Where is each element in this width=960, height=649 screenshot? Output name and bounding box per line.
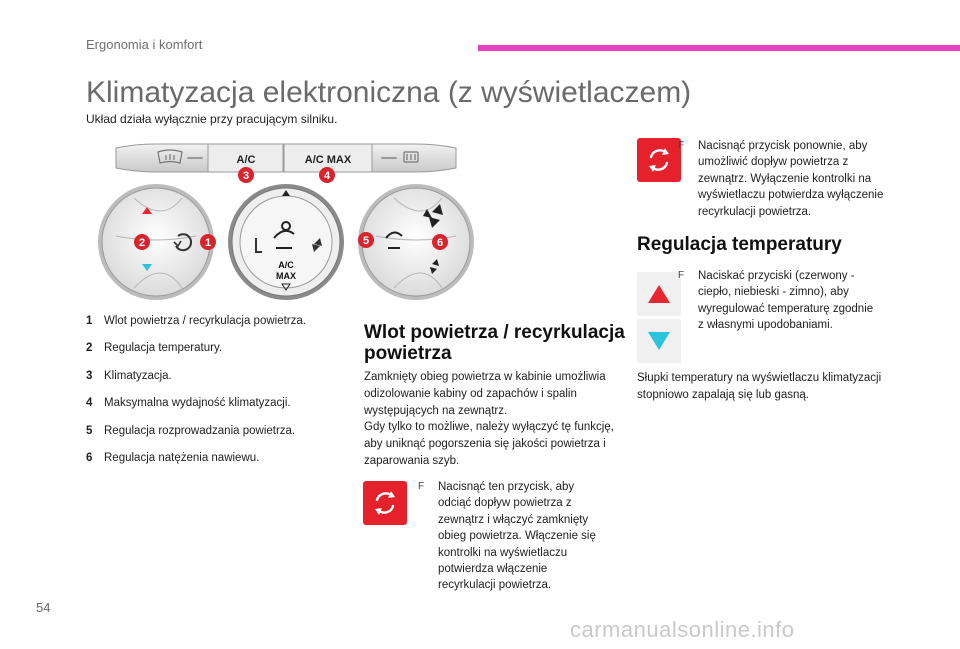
legend-num: 2 (86, 342, 93, 355)
legend-num: 5 (86, 424, 93, 437)
recirculation-icon (637, 138, 681, 182)
callout-1 (200, 234, 216, 250)
callout-2 (134, 234, 150, 250)
bullet-mark-icon: F (418, 481, 425, 492)
page-number: 54 (36, 600, 51, 615)
legend-item (86, 369, 356, 384)
recirc-off-bullet (678, 138, 888, 220)
cyan-down-arrow-icon (647, 331, 671, 351)
wlot-bullet (418, 479, 604, 594)
legend-num: 4 (86, 397, 93, 410)
acmax-button-label: A/C MAX (304, 154, 352, 166)
section-title: Ergonomia i komfort (86, 37, 203, 52)
left-knob (98, 184, 214, 300)
red-up-arrow-icon (647, 284, 671, 304)
center-max-label: MAX (276, 271, 296, 281)
wlot-bullet-text: Nacisnąć ten przycisk, aby odciąć dopływ powietrza z zewnątrz i włączyć zamknięty obieg powietrza. Włączenie się kontrolki na wyświetlaczu potwierdza włączenie recyrkulacji powietrza. (438, 481, 596, 592)
legend-num: 1 (86, 315, 93, 327)
legend-num: 6 (86, 451, 93, 464)
recirc-on-button-icon (363, 481, 407, 525)
legend-text: Wlot powietrza / recyrkulacja powietrza. (104, 315, 306, 327)
callout-3 (238, 167, 254, 183)
svg-text:3: 3 (242, 170, 250, 182)
bullet-mark-icon: F (678, 140, 685, 151)
legend-text: Regulacja temperatury. (104, 342, 223, 355)
legend-text: Regulacja rozprowadzania powietrza. (104, 424, 296, 437)
legend-item (86, 396, 356, 411)
climate-control-panel-illustration (96, 138, 476, 306)
page-title: Klimatyzacja elektroniczna (z wyświetlaczem) (86, 76, 692, 109)
temp-down-button-icon (637, 319, 681, 363)
legend-list (86, 314, 356, 478)
wlot-paragraph-2: Gdy tylko to możliwe, należy wyłączyć tę funkcję, aby uniknąć pogorszenia się jakości powietrza i zaparowania szyb. (364, 421, 614, 467)
legend-text: Maksymalna wydajność klimatyzacji. (104, 397, 291, 410)
recirculation-icon (363, 481, 407, 525)
bullet-mark-icon: F (678, 270, 685, 281)
svg-text:4: 4 (323, 170, 331, 182)
recirc-off-bullet-text: Nacisnąć przycisk ponownie, aby umożliwić dopływ powietrza z zewnątrz. Wyłączenie kontrolki na wyświetlaczu potwierdza wyłączenie recyrkulacji powietrza. (698, 140, 884, 218)
center-knob (228, 184, 344, 300)
svg-text:1: 1 (204, 237, 212, 249)
ac-button-label: A/C (236, 154, 256, 166)
svg-text:5: 5 (362, 235, 370, 247)
legend-num: 3 (86, 369, 93, 382)
temperature-heading: Regulacja temperatury (637, 234, 842, 255)
wlot-heading: Wlot powietrza / recyrkulacja powietrza (364, 322, 625, 364)
recirc-off-button-icon (637, 138, 681, 182)
temperature-bullet-text: Naciskać przyciski (czerwony - ciepło, niebieski - zimno), aby wyregulować temperaturę zgodnie z własnymi upodobaniami. (698, 270, 874, 332)
legend-text: Klimatyzacja. (104, 369, 172, 382)
legend-item (86, 451, 356, 466)
intro-text: Układ działa wyłącznie przy pracującym silniku. (86, 112, 338, 126)
watermark: carmanualsonline.info (570, 617, 795, 642)
wlot-paragraph-1: Zamknięty obieg powietrza w kabinie umożliwia odizolowanie kabiny od zapachów i spalin występujących na zewnątrz. (364, 371, 606, 417)
temp-up-button-icon (637, 272, 681, 316)
callout-4 (319, 167, 335, 183)
callout-6 (432, 234, 448, 250)
legend-item (86, 314, 356, 329)
center-ac-label: A/C (278, 260, 294, 270)
right-knob (358, 184, 474, 300)
legend-item (86, 424, 356, 439)
callout-5 (358, 232, 374, 248)
legend-text: Regulacja natężenia nawiewu. (104, 451, 260, 464)
svg-text:2: 2 (138, 237, 146, 249)
legend-item (86, 341, 356, 356)
temperature-note: Słupki temperatury na wyświetlaczu klimatyzacji stopniowo zapalają się lub gasną. (637, 372, 882, 401)
svg-text:6: 6 (436, 237, 444, 249)
temperature-bullet (678, 268, 878, 334)
section-accent-bar (478, 45, 960, 51)
